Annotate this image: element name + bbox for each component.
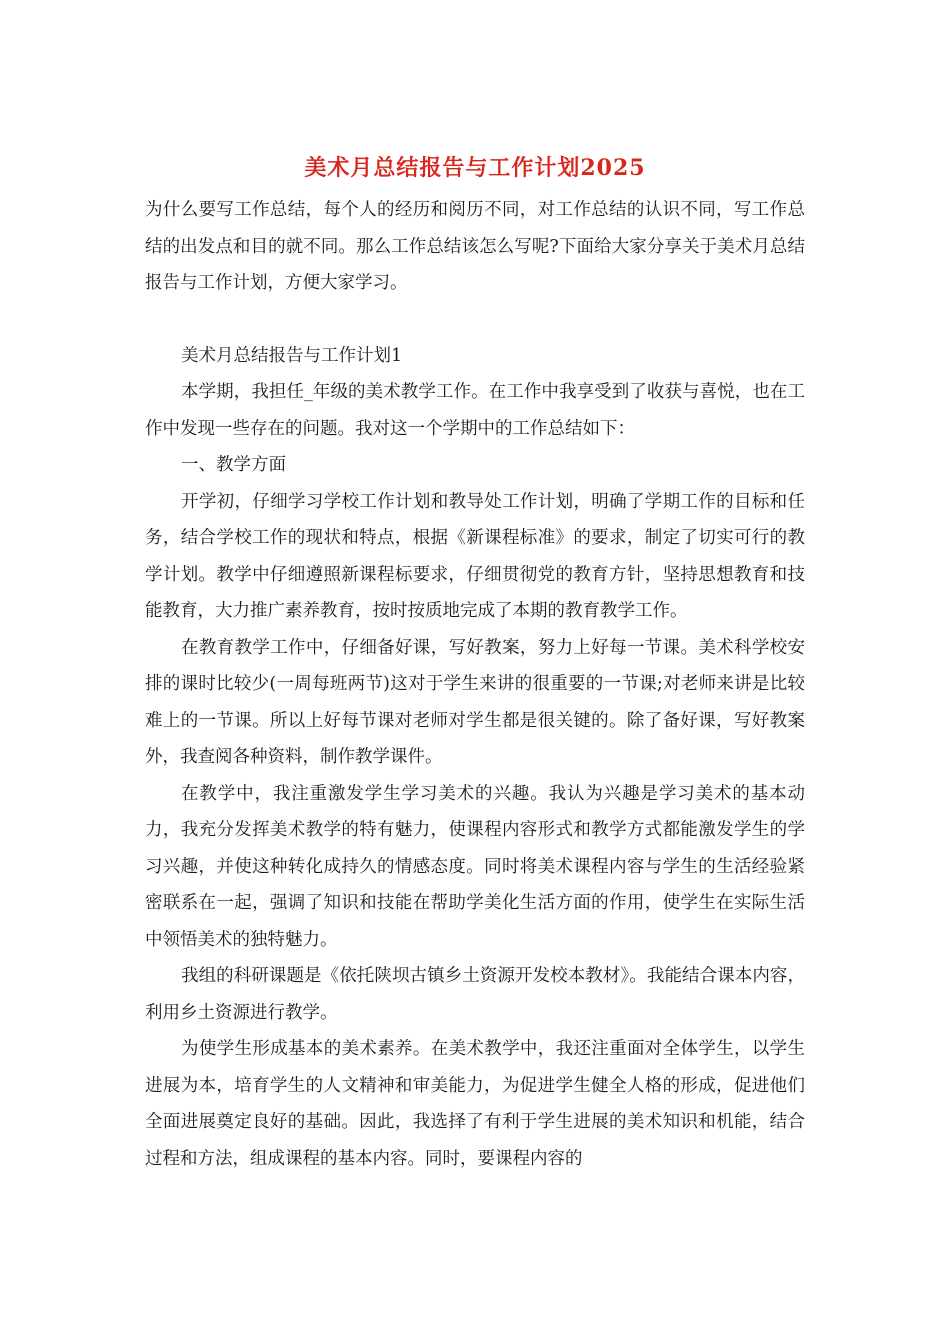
body-paragraph: 在教育教学工作中，仔细备好课，写好教案，努力上好每一节课。美术科学校安排的课时比较少(一周每班两节)这对于学生来讲的很重要的一节课;对老师来讲是比较难上的一节课。所以上好每节课对老师对学生都是很关键的。除了备好课，写好教案外，我查阅各种资料，制作教学课件。	[145, 637, 805, 767]
body-paragraph: 开学初，仔细学习学校工作计划和教导处工作计划，明确了学期工作的目标和任务，结合学校工作的现状和特点，根据《新课程标准》的要求，制定了切实可行的教学计划。教学中仔细遵照新课程标要求，仔细贯彻党的教育方针，坚持思想教育和技能教育，大力推广素养教育，按时按质地完成了本期的教育教学工作。	[145, 491, 805, 621]
intro-paragraph: 为什么要写工作总结，每个人的经历和阅历不同，对工作总结的认识不同，写工作总结的出发点和目的就不同。那么工作总结该怎么写呢?下面给大家分享关于美术月总结报告与工作计划，方便大家学习。	[145, 200, 805, 293]
document-page	[145, 150, 805, 1177]
paragraph-spacer	[145, 302, 805, 338]
body-paragraph: 在教学中，我注重激发学生学习美术的兴趣。我认为兴趣是学习美术的基本动力，我充分发挥美术教学的特有魅力，使课程内容形式和教学方式都能激发学生的学习兴趣，并使这种转化成持久的情感态度。同时将美术课程内容与学生的生活经验紧密联系在一起，强调了知识和技能在帮助学美化生活方面的作用，使学生在实际生活中领悟美术的独特魅力。	[145, 783, 805, 950]
document-title: 美术月总结报告与工作计划2025	[304, 155, 646, 181]
body-paragraph: 我组的科研课题是《依托陕坝古镇乡土资源开发校本教材》。我能结合课本内容，利用乡土资源进行教学。	[145, 966, 805, 1023]
subsection-heading: 一、教学方面	[181, 455, 286, 475]
body-paragraph: 本学期，我担任_年级的美术教学工作。在工作中我享受到了收获与喜悦，也在工作中发现一些存在的问题。我对这一个学期中的工作总结如下：	[145, 382, 805, 439]
section-heading: 美术月总结报告与工作计划1	[181, 345, 403, 366]
body-paragraph: 为使学生形成基本的美术素养。在美术教学中，我还注重面对全体学生，以学生进展为本，培育学生的人文精神和审美能力，为促进学生健全人格的形成，促进他们全面进展奠定良好的基础。因此，我选择了有利于学生进展的美术知识和机能，结合过程和方法，组成课程的基本内容。同时，要课程内容的	[145, 1039, 805, 1169]
